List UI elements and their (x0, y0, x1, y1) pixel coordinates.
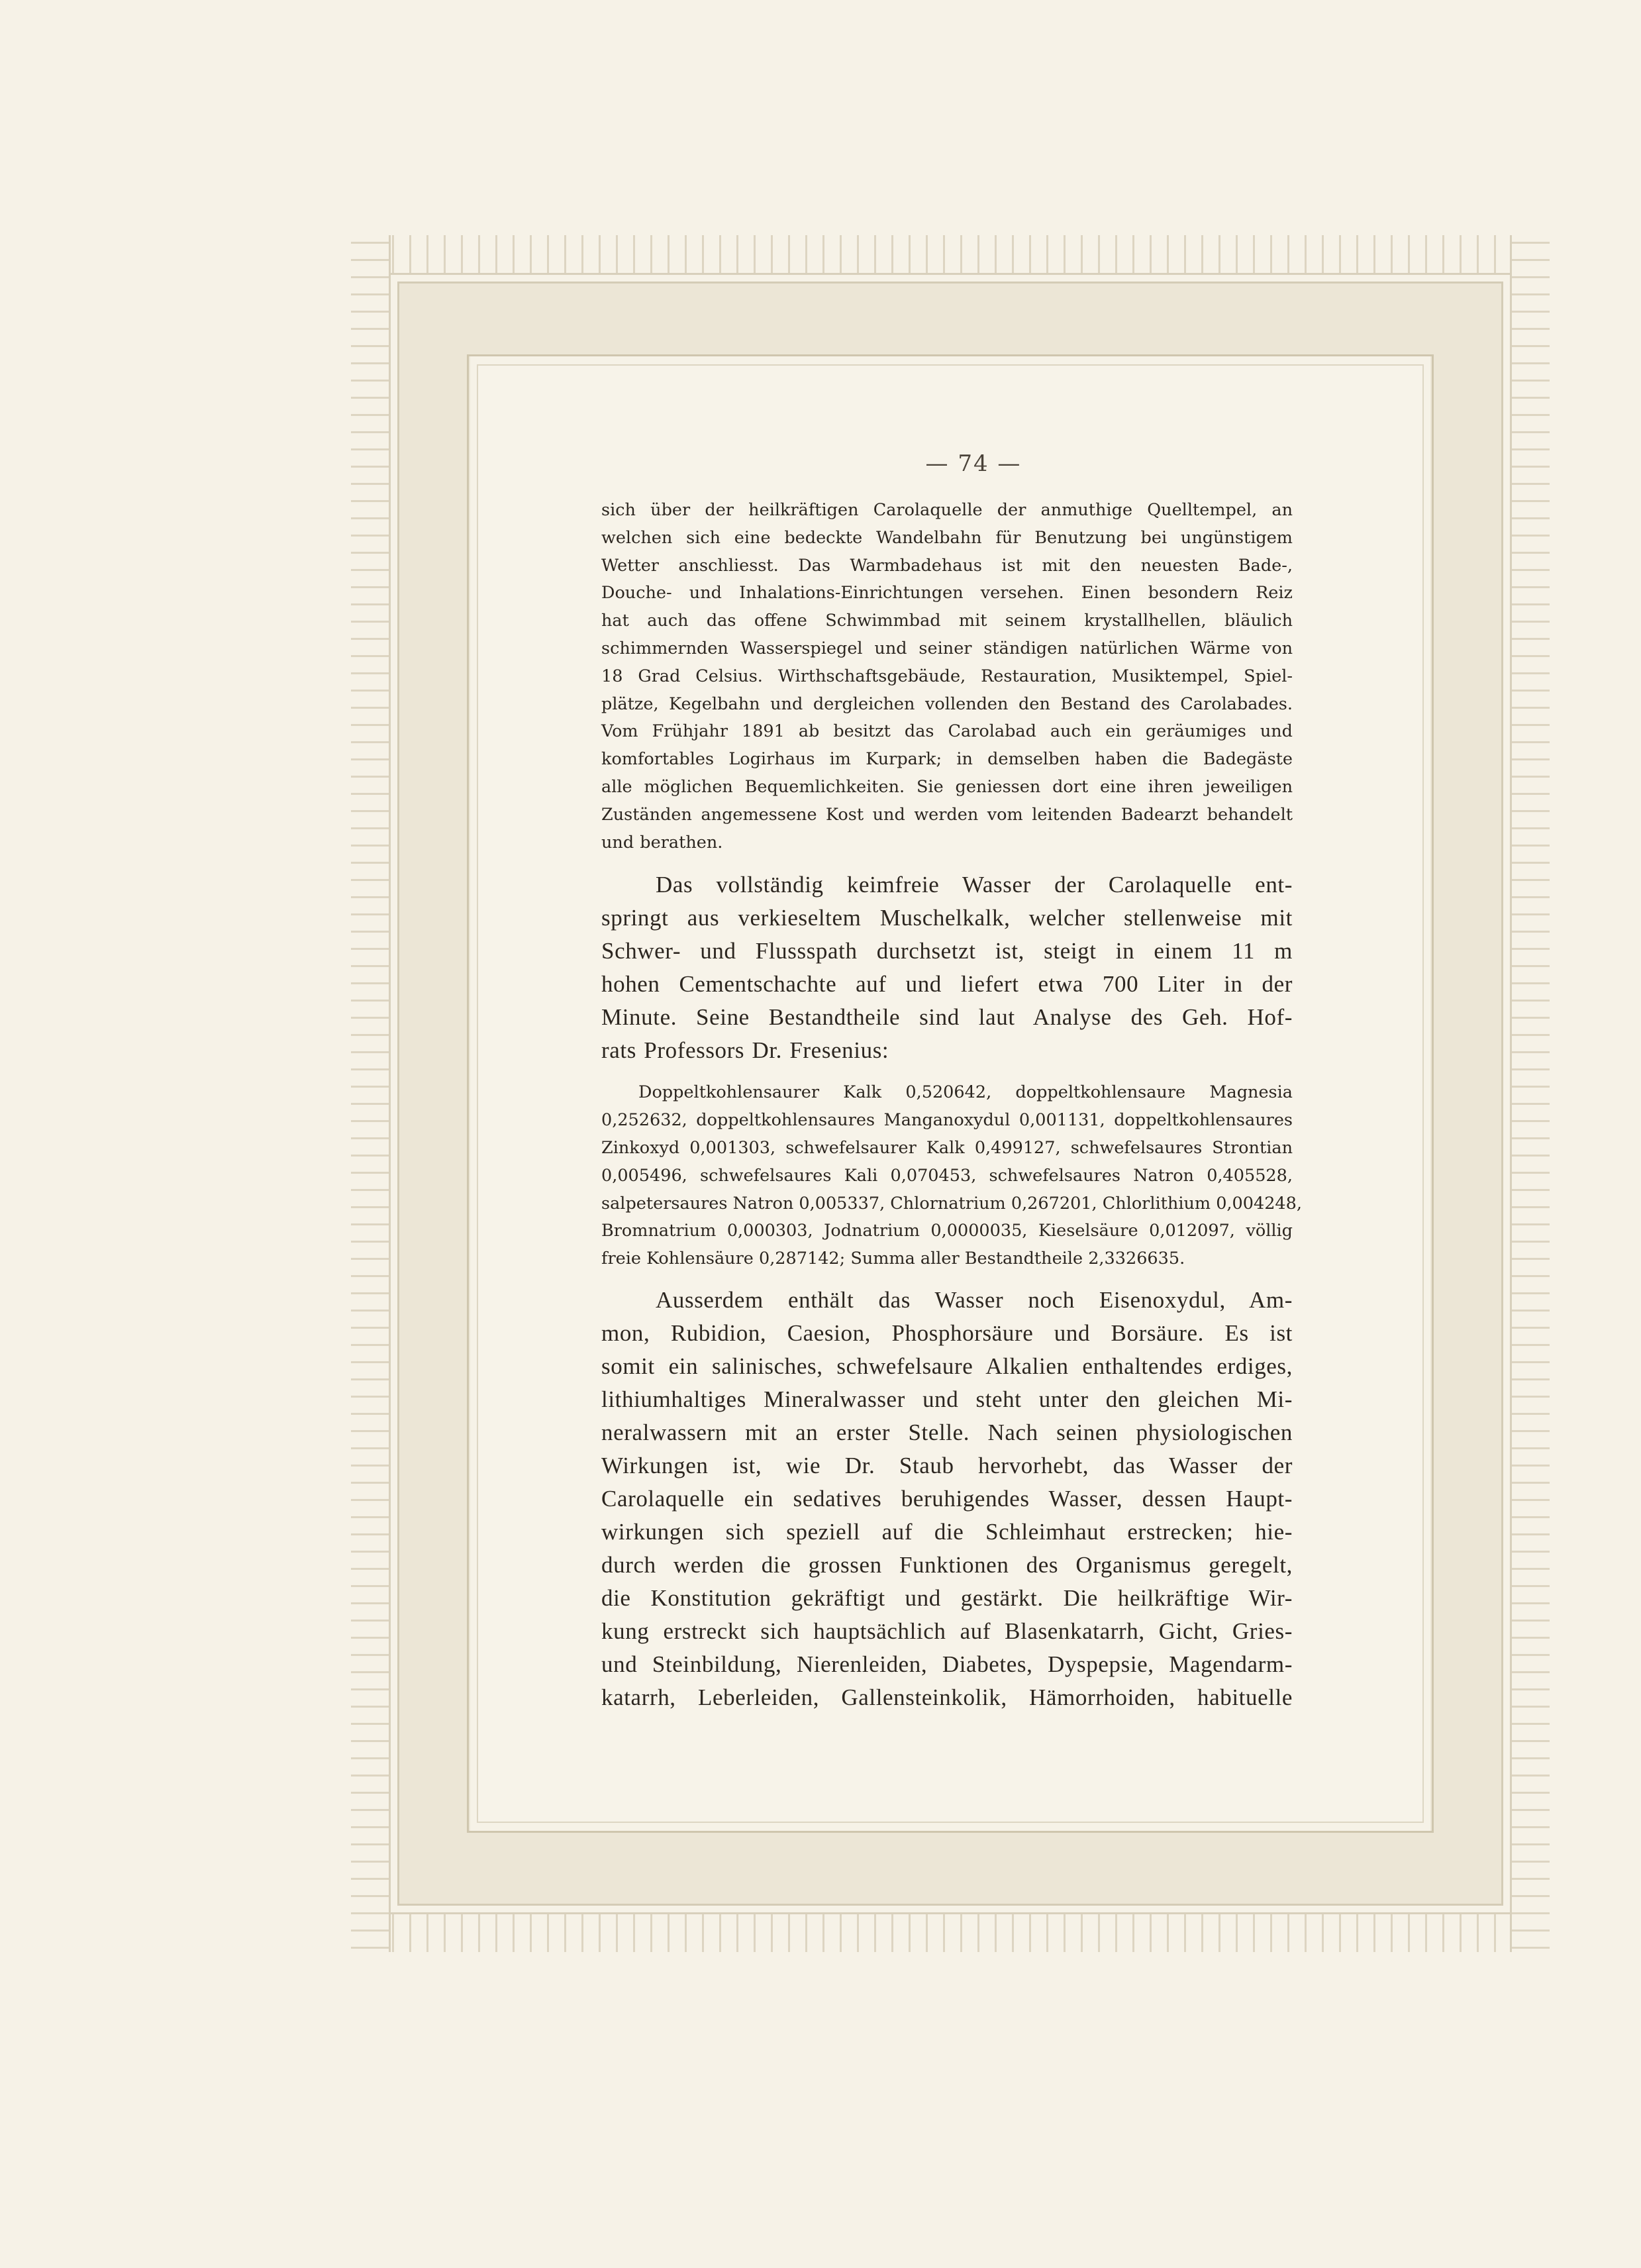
paragraph-water-source (601, 868, 1293, 1067)
text-line: hohen Cementschachte auf und liefert etwa 700 Liter in der (601, 971, 1293, 998)
border-fringe-left (351, 235, 391, 1952)
text-line: salpetersaures Natron 0,005337, Chlornatrium 0,267201, Chlorlithium 0,004248, (601, 1193, 1302, 1213)
text-line: Minute. Seine Bestandtheile sind laut Analyse des Geh. Hof- (601, 1004, 1293, 1031)
text-line: somit ein salinisches, schwefelsaure Alkalien enthaltendes erdiges, (601, 1353, 1293, 1379)
text-line: und Steinbildung, Nierenleiden, Diabetes, Dyspepsie, Magendarm- (601, 1651, 1293, 1677)
text-line: freie Kohlensäure 0,287142; Summa aller Bestandtheile 2,3326635. (601, 1249, 1185, 1269)
text-line: neralwassern mit an erster Stelle. Nach seinen physiologischen (601, 1419, 1293, 1445)
text-line: Douche- und Inhalations-Einrichtungen versehen. Einen besondern Reiz (601, 583, 1293, 603)
text-line: hat auch das offene Schwimmbad mit seinem krystallhellen, bläulich (601, 611, 1293, 631)
text-line: mon, Rubidion, Caesion, Phosphorsäure und Borsäure. Es ist (601, 1319, 1293, 1346)
text-line: plätze, Kegelbahn und dergleichen vollenden den Bestand des Carolabades. (601, 694, 1293, 714)
text-line: schimmernden Wasserspiegel und seiner ständigen natürlichen Wärme von (601, 638, 1293, 658)
page-number: — 74 — (925, 450, 1022, 477)
page-text (601, 450, 1302, 1714)
text-line: Wetter anschliesst. Das Warmbadehaus ist mit den neuesten Bade-, (601, 555, 1293, 576)
text-line: durch werden die grossen Funktionen des Organismus geregelt, (601, 1551, 1293, 1578)
text-line: Ausserdem enthält das Wasser noch Eisenoxydul, Am- (656, 1286, 1293, 1313)
text-line: 18 Grad Celsius. Wirthschaftsgebäude, Restauration, Musiktempel, Spiel- (601, 666, 1293, 686)
border-fringe-right (1510, 235, 1550, 1952)
text-line: rats Professors Dr. Fresenius: (601, 1037, 889, 1064)
text-line: 0,005496, schwefelsaures Kali 0,070453, schwefelsaures Natron 0,405528, (601, 1165, 1293, 1186)
text-line: springt aus verkieseltem Muschelkalk, welcher stellenweise mit (601, 905, 1293, 931)
text-line: Doppeltkohlensaurer Kalk 0,520642, doppeltkohlensaure Magnesia (638, 1082, 1293, 1103)
text-line: Carolaquelle ein sedatives beruhigendes Wasser, dessen Haupt- (601, 1485, 1293, 1512)
text-line: lithiumhaltiges Mineralwasser und steht unter den gleichen Mi- (601, 1386, 1293, 1412)
text-line: Vom Frühjahr 1891 ab besitzt das Carolabad auch ein geräumiges und (601, 721, 1293, 742)
text-line: kung erstreckt sich hauptsächlich auf Blasenkatarrh, Gicht, Gries- (601, 1618, 1293, 1644)
text-line: wirkungen sich speziell auf die Schleimhaut erstrecken; hie- (601, 1518, 1293, 1545)
text-line: katarrh, Leberleiden, Gallensteinkolik, Hämorrhoiden, habituelle (601, 1684, 1293, 1710)
text-line: Wirkungen ist, wie Dr. Staub hervorhebt, das Wasser der (601, 1452, 1293, 1478)
text-line: Bromnatrium 0,000303, Jodnatrium 0,0000035, Kieselsäure 0,012097, völlig (601, 1221, 1293, 1241)
text-line: welchen sich eine bedeckte Wandelbahn für Benutzung bei ungünstigem (601, 527, 1293, 548)
text-line: komfortables Logirhaus im Kurpark; in demselben haben die Badegäste (601, 749, 1293, 770)
text-line: und berathen. (601, 832, 723, 852)
text-line: Das vollständig keimfreie Wasser der Carolaquelle ent- (656, 872, 1293, 898)
text-line: sich über der heilkräftigen Carolaquelle der anmuthige Quelltempel, an (601, 500, 1293, 520)
paragraph-carolabad-description (601, 497, 1293, 856)
text-line: die Konstitution gekräftigt und gestärkt. Die heilkräftige Wir- (601, 1584, 1293, 1611)
text-line: 0,252632, doppeltkohlensaures Manganoxydul 0,001131, doppeltkohlensaures (601, 1110, 1293, 1131)
paragraph-analysis (601, 1079, 1302, 1273)
border-fringe-top (351, 235, 1550, 275)
text-line: Schwer- und Flussspath durchsetzt ist, steigt in einem 11 m (601, 938, 1293, 964)
text-line: Zinkoxyd 0,001303, schwefelsaurer Kalk 0,499127, schwefelsaures Strontian (601, 1137, 1293, 1158)
text-line: alle möglichen Bequemlichkeiten. Sie geniessen dort eine ihren jeweiligen (601, 776, 1293, 797)
border-fringe-bottom (351, 1912, 1550, 1952)
text-line: Zuständen angemessene Kost und werden vom leitenden Badearzt behandelt (601, 804, 1293, 825)
paragraph-properties (601, 1284, 1293, 1714)
